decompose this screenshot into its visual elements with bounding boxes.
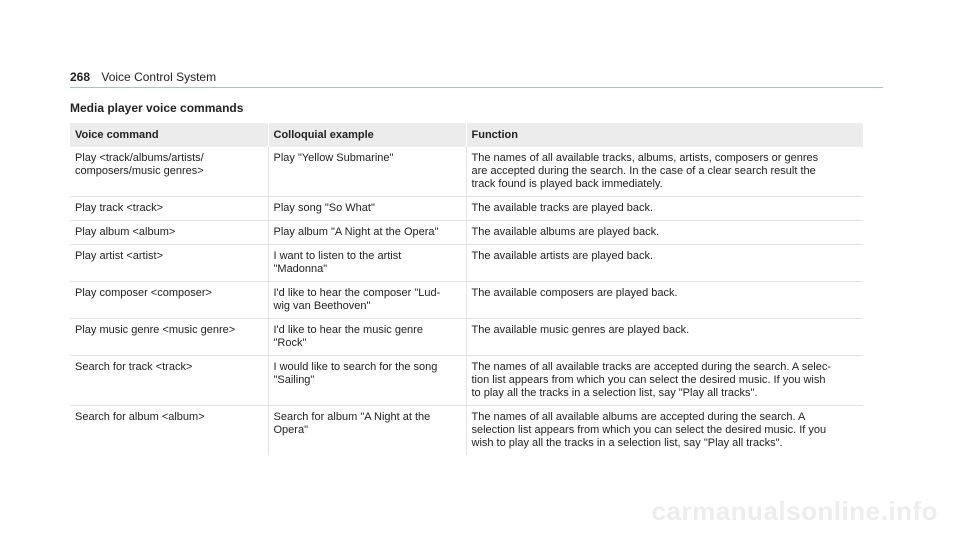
table-row <box>70 356 863 406</box>
colloquial-example-cell: I would like to search for the song "Sailing" <box>268 356 466 406</box>
voice-command-cell: Play composer <composer> <box>70 282 268 319</box>
colloquial-example-cell: I'd like to hear the music genre "Rock" <box>268 319 466 356</box>
page-number: 268 <box>70 70 91 84</box>
function-cell: The names of all available tracks, albums, artists, composers or genres are accepted during the search. In the case of a clear search result the track found is played back immediately. <box>466 147 863 197</box>
function-cell: The names of all available tracks are accepted during the search. A selec- tion list appears from which you can select the desired music. If you wish to play all the tracks in a selection list, say "Play all tracks". <box>466 356 863 406</box>
colloquial-example-cell: Play album "A Night at the Opera" <box>268 221 466 245</box>
function-cell: The available composers are played back. <box>466 282 863 319</box>
column-header-function: Function <box>466 123 863 147</box>
colloquial-example-cell: I'd like to hear the composer "Lud- wig van Beethoven" <box>268 282 466 319</box>
function-cell: The names of all available albums are accepted during the search. A selection list appears from which you can select the desired music. If you wish to play all the tracks in a selection list, say "Play all tracks". <box>471 411 827 449</box>
colloquial-example-cell: Play song "So What" <box>268 197 466 221</box>
page-header <box>70 70 216 84</box>
function-cell: The available artists are played back. <box>466 245 863 282</box>
voice-command-cell: Play <track/albums/artists/ composers/music genres> <box>70 147 268 197</box>
colloquial-example-cell: I want to listen to the artist "Madonna" <box>268 245 466 282</box>
colloquial-example-cell: Play "Yellow Submarine" <box>268 147 466 197</box>
table-row <box>70 406 863 456</box>
header-divider <box>70 87 883 88</box>
table-row <box>70 319 863 356</box>
table-row <box>70 147 863 197</box>
voice-command-cell: Play music genre <music genre> <box>70 319 268 356</box>
voice-command-cell: Play artist <artist> <box>70 245 268 282</box>
table-row <box>70 282 863 319</box>
table-header-row <box>70 123 863 147</box>
voice-command-cell: Search for album <album> <box>70 406 268 456</box>
voice-command-cell: Play album <album> <box>70 221 268 245</box>
voice-commands-table <box>70 123 863 455</box>
function-cell: The available music genres are played back. <box>466 319 863 356</box>
column-header-voice-command: Voice command <box>70 123 268 147</box>
section-title: Media player voice commands <box>70 101 244 115</box>
table-row <box>70 197 863 221</box>
table-row <box>70 245 863 282</box>
function-cell: The available tracks are played back. <box>466 197 863 221</box>
function-cell: The available albums are played back. <box>466 221 863 245</box>
colloquial-example-cell: Search for album "A Night at the Opera" <box>268 406 466 456</box>
chapter-title: Voice Control System <box>101 70 217 84</box>
table-row <box>70 221 863 245</box>
voice-command-cell: Search for track <track> <box>70 356 268 406</box>
watermark: carmanualsonline.info <box>651 496 938 526</box>
voice-command-cell: Play track <track> <box>70 197 268 221</box>
column-header-colloquial-example: Colloquial example <box>268 123 466 147</box>
